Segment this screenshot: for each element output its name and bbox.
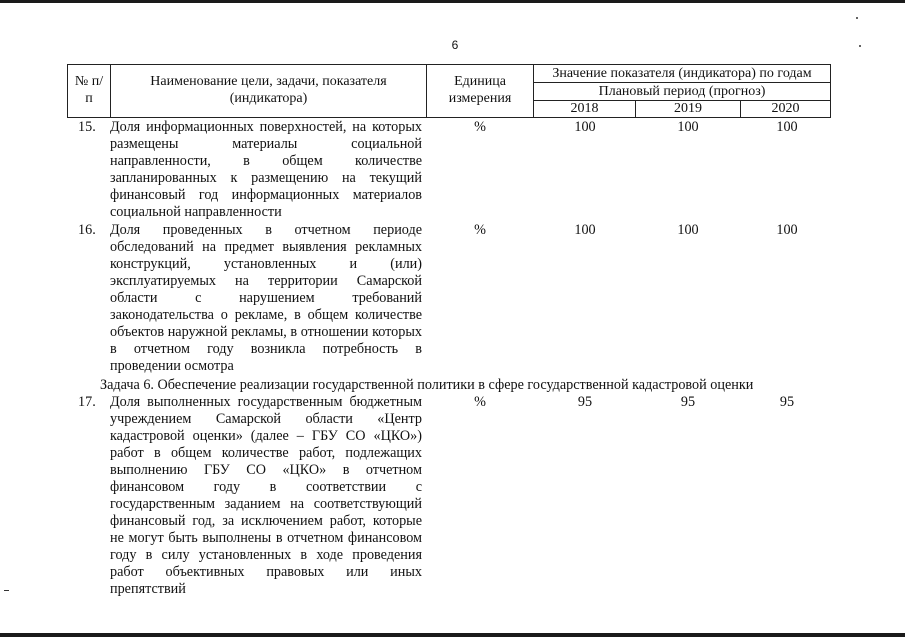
unit-value: %: [474, 394, 486, 410]
row-number: 15.: [78, 119, 96, 135]
indicator-name: Доля информационных поверхностей, на которых размещены материалы социальной направленности, в общем количестве запланированных к размещению на текущий финансовый год информационных материалов социальной направленности: [110, 119, 422, 220]
header-year-label: 2019: [674, 101, 702, 116]
scan-edge-top: [0, 0, 905, 3]
unit-value: %: [474, 119, 486, 135]
row-number: 16.: [78, 222, 96, 238]
value-2020: 100: [776, 119, 798, 135]
header-year-label: 2020: [771, 101, 800, 116]
header-num-label: № п/п: [74, 74, 104, 106]
scan-speck: [856, 17, 858, 19]
scan-edge-bottom: [0, 633, 905, 637]
value-2019: 100: [677, 222, 699, 238]
value-2019: 95: [680, 394, 696, 410]
value-2019: 100: [677, 119, 699, 135]
indicator-name: Доля проведенных в отчетном периоде обследований на предмет выявления рекламных конструкций, установленных и (или) эксплуатируемых на территории Самарской области с нарушением требований законодательства о рекламе, в общем количестве объектов наружной рекламы, в отношении которых в отчетном году возникла потребность в проведении осмотра: [110, 222, 422, 374]
scan-speck: [859, 45, 861, 47]
header-unit-label: Единица измерения: [448, 74, 512, 106]
value-2018: 95: [577, 394, 593, 410]
page-number: 6: [451, 38, 459, 52]
row-number: 17.: [78, 394, 96, 410]
value-2020: 95: [779, 394, 795, 410]
value-2018: 100: [574, 119, 596, 135]
header-name-label: Наименование цели, задачи, показателя (индикатора): [150, 74, 387, 106]
header-plan-period-label: Плановый период (прогноз): [598, 84, 766, 99]
value-2020: 100: [776, 222, 798, 238]
unit-value: %: [474, 222, 486, 238]
value-2018: 100: [574, 222, 596, 238]
scan-speck: [4, 590, 9, 591]
task-heading: Задача 6. Обеспечение реализации государственной политики в сфере государственной кадастровой оценки: [100, 377, 754, 393]
indicator-name: Доля выполненных государственным бюджетным учреждением Самарской области «Центр кадастровой оценки» (далее – ГБУ СО «ЦКО») работ в общем количестве работ, подлежащих выполнению ГБУ СО «ЦКО» в отчетном финансовом году в соответствии с государственным заданием на соответствующий финансовый год, за исключением работ, которые не могут быть выполнены в отчетном финансовом году в силу установленных в ходе проведения работ объективных правовых или иных препятствий: [110, 394, 422, 597]
header-value-group-label: Значение показателя (индикатора) по годам: [552, 66, 812, 81]
header-year-label: 2018: [570, 101, 599, 116]
